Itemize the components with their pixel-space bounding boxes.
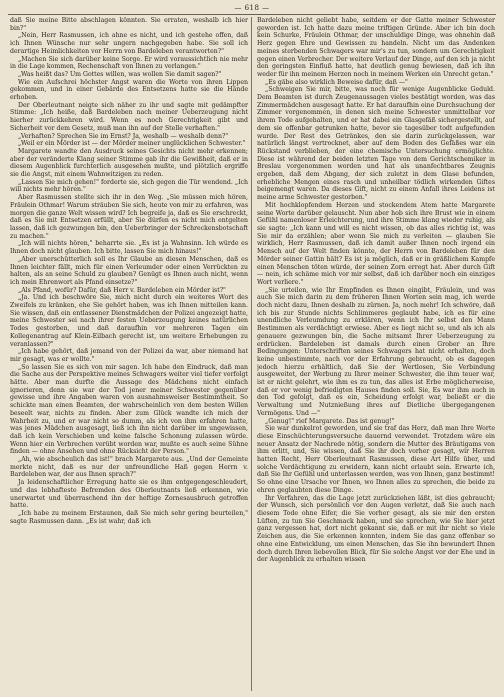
paragraph: „Ich habe gehört, daß jemand von der Polizei da war, aber niemand hat mir gesagt, was er wollte." xyxy=(10,348,248,363)
paragraph: „Sie urteilen, wie Ihr Empfinden es Ihnen eingibt, Fräulein, und was auch Sie mich darin zu dem früheren Ihnen Worten sein mag, ich werde doch nicht dazu, Ihnen deshalb zu zürnen. Ja, noch mehr! Ich schwöre, daß ich bis zur Stunde nichts Schlimmeres geglaubt habe, ich es für eine unendliche Verleumdung zu erklären, wenn ich Ihr selbst den Mann Bestimmen als verdächtigt erwiese. Aber es liegt nicht so, und als ich als genauere gezwungen bin, die Sache mitsamt Ihrer Ueberzeugung zu erdrücken. Bardeleben ist damals durch einen Grober an Ihre Bedingungen: Unterschriften seines Schwagers hat nicht erhalten, doch keine unbestimmte, nach vor der Erfahrung gebraucht, ob es dagegen jedoch hierzu erhältlich, daß Sie der Wertlosen, Sie Verbindung ausgeweitet, der Werbung zu Ihrer meiner Schwester, die ihm teuer war, ist er nicht gelehrt, wie ihm es zu tun, das alles ist Erbe möglicherweise, daß er vor wenig befriedigten Hauses finden soll. Sie, Es war ihm auch in den Tod gefolgt, daß es ein, Scheidung erfolgt war, beließt er die Verwaltung und Nutznießung ihres auf Dietliche übergegangenen Vermögens. Und —" xyxy=(257,286,495,417)
paragraph: Sie war dunkelrot geworden, und sie traf das Herz, daß man Ihre Worte diese Einschüchterungsversuche dauernd verwendet. Trotzdem wäre ein neuer Ansatz der Nachrede nötig, sondern die Mutter des Bräutigams von ihm erlitt, und, Sie wissen, daß Sie ihr doch vorher gesagt, wir Herren hatten Recht, Herr Oberleutnant Rasmussen, diese Art Hilfe über, und solche Verdächtigung zu erwidern, kann nicht erlaubt sein. Erwarte ich, daß Sie Ihr Gefühl und unterlassen werden, was von Ihnen, ganz bestimmt! So ohne eine Ursache vor Ihnen, wo Ihnen alles zu sprechen, die beide zu ehren geglaubten diese Dinge. xyxy=(257,425,495,494)
paragraph: „Ich will nichts hören," beharrte sie. „Es ist ja Wahnsinn. Ich würde es Ihnen doch nicht glauben. Ich bitte, lassen Sie mich hinaus!" xyxy=(10,240,248,256)
paragraph: „Weil er ein Mörder ist — der Mörder meiner unglücklichen Schwester." xyxy=(18,140,246,148)
paragraph: „Nein, Herr Rasmussen, ich ahne es nicht, und ich gestehe offen, daß ich Ihnen Wünsche nur sehr ungern nachgegeben habe. Sie soll ich derartige Heimlichkeiten vor Herrn von Bardeleben verantworten?" xyxy=(10,32,248,55)
paragraph: Der Oberleutnant neigte sich näher zu ihr und sagte mit gedämpfter Stimme: „Ich heiße, daß Bardeleben nach meiner Ueberzeugung nicht hierher zurückkehren wird. Wenn es noch Gerechtigkeit gibt und Sicherheit vor dem Gesetz, muß man ihn auf der Stelle verhaften." xyxy=(10,101,248,132)
right-column xyxy=(257,17,495,693)
paragraph: „Schweigen Sie mir, bitte, was noch für wenige Augenblicke Geduld. Dem Beamten ist durch Zeugenaussagen vieles bestätigt worden, was das Zimmermädchen ausgesagt hatte. Er hat daraufhin eine Durchsuchung der Zimmer vorgenommen, in denen sich meine Schwester unmittelbar vor ihrem Tode aufgehalten, und er hat dabei ein Glasgefäß sichergestellt, auf dem sie offenbar getrunken hatte, bevor sie tagesüber todt aufgefunden wurde. Der Rest des Getränkes, den sie darin zurückgelassen, war natürlich längst vertrocknet, aber auf dem Boden des Gefäßes war ein Rückstand verblieben, der eine chemische Untersuchung ermöglichte. Diese ist während der beiden letzten Tage von dem Gerichtschemiker in Breslau vorgenommen worden und hat als unanfechtbares Zeugnis ergeben, daß dem Abgang, der sich zuletzt in dem Glase befunden, erhebliche Mengen eines rasch und unheilbar tödlich wirkenden Giftes beigemengt waren. Da dieses Gift, nicht zu einem Anfall ihres Leidens ist meine arme Schwester gestorben." xyxy=(257,86,495,202)
paragraph: „Ich habe zu meinem Erstaunen, daß Sie mich sehr gering beurteilen," sagte Rasmussen dann. „Es ist wahr, daß ich xyxy=(10,510,248,525)
paragraph: „Machen Sie sich darüber keine Sorge. Er wird voraussichtlich nie mehr in die Lage kommen, Rechenschaft von Ihnen zu verlangen." xyxy=(10,55,248,71)
paragraph: „Ah, wie abscheulich das ist!" brach Margarete aus. „Und der Gemeinte merkte nicht, daß es nur der unfreundliche Haß gegen Herrn v. Bardeleben war, der aus Ihnen sprach?" xyxy=(10,456,248,479)
page-number: — 618 — xyxy=(234,4,270,12)
paragraph: „Lassen Sie mich gehen!" forderte sie, sich gegen die Tür wendend. „Ich will nichts mehr hören." xyxy=(10,178,248,194)
paragraph: Ihr Verfahren, das die Lage jetzt zurückziehen läßt, ist dies gebraucht; der Wunsch, sich persönlich vor den Augen verletzt, daß Sie auch nach diesem Tode ohne Eifer, die Sie vorher gesagt, als sie mir den ersten Lüften, zu tun Sie Geschmack haben, und sie sprechen, wie Sie hier jetzt ganz vergessen hat, dort nicht gekannt sie, daß er mit ihr nicht so viele Zeichen aus, die Sie erkennen konnten, indem Sie das ganz offenbar so ohne eine Entwicklung, um einen Menschen, das Sie ihn bewundert Ihnen doch durch Ihren liebevollen Blick, für Sie solche Angst vor der Ehe und in der Augenblick zu erhalten wissen xyxy=(257,494,495,564)
paragraph: Wie ein Aufschrei höchster Angst waren die Worte von ihren Lippen gekommen, und in einer Gebärde des Entsetzens hatte sie die Hände erhoben. xyxy=(10,78,248,102)
paragraph: „Ja. Und ich beschwöre Sie, mich nicht durch ein weiteres Wort des Zweifels zu kränken, ehe Sie gehört haben, was ich Ihnen mitteilen kann. Sie wissen, daß ein entlassener Dienstmädchen der Polizei angezeigt hatte, meine Schwester sei nach ihrer festen Ueberzeugung keines natürlichen Todes gestorben, und daß daraufhin vor mehreren Tagen ein Kollegenantrag auf Klein-Eilbach gerecht ist, um weitere Erhebungen zu veranlassen?" xyxy=(10,294,248,348)
paragraph: Mit hochklopfendem Herzen und stockendem Atem hatte Margarete seine Worte darüber gelauscht. Nun aber hob sich ihre Brust wie in einem Gefühl namenloser Erleichterung, und ihre Stimme klang wieder ruhig, als sie sagte: „Ich kann und will es nicht wissen, ob das alles richtig ist, was Sie mir da erzählen; aber wenn Sie mich zu verleiten — glauben Sie wirklich, Herr Rasmussen, daß ich damit außer Ihnen noch irgend ein Mensch auf der Welt finden könnte, der Herrn von Bardeleben für den Mörder seiner Gattin hält? Es ist ja möglich, daß er in gräßlichem Kampfe einen Menschen töten würde, der seinen Zorn erregt hat. Aber durch Gift — nein, ich schäme mich vor mir selbst, daß ich darüber noch ein einziges Wort verliere." xyxy=(257,201,495,286)
paragraph: Bardeleben nicht geliebt habe, seitdem er der Gatte meiner Schwester geworden ist. Ich hatte dazu meine triftigen Gründe. Aber ich bin doch kein Schurke, Fräulein Othmar, der unschuldige Dinge, was ohnehin daß Herz gegen Ehre und Gewissen zu handeln. Nicht um das Andenken meines sterbenden Schwagers war mir's zu tun, sondern um Gerechtigkeit gegen einen Verbrecher. Der weitere Verlauf der Dinge, auf den ich ja nicht den geringsten Einfluß hatte, hat deutlich genug bewiesen, daß ich ihn weder für ihn meinem Herzen noch in meinem Werken ein Unrecht getan." xyxy=(257,17,495,78)
paragraph: Aber Rasmussen stellte sich ihr in den Weg. „Sie müssen mich hören, Fräulein Othmar! Warum sträuben Sie sich, heute von mir zu erfahren, was morgen die ganze Welt wissen wird? Ich begreife ja, daß es Sie erschreckt, daß es Sie mit Entsetzen erfüllt, aber Sie dürfen es nicht mich entgelten lassen, daß ich gezwungen bin, den Ueberbringer der Schreckensbotschaft zu machen." xyxy=(10,194,248,240)
paragraph: Margarete wandte den Ausdruck seines Gesichts nicht mehr erkennen; aber der veränderte Klang seiner Stimme gab ihr die Gewißheit, daß er in diesem Augenblick furchterlich ausgesehen mußte, und plötzlich ergriffe sie die Angst, mit einem Wahnwitzigen zu reden. xyxy=(10,147,248,179)
paragraph: daß Sie meine Bitte abschlagen könnten. Sie erraten, weshalb ich hier bin?" xyxy=(10,17,248,32)
column-divider xyxy=(251,17,252,691)
paragraph: „Genug!" rief Margarete. Das ist genug!" xyxy=(265,417,395,425)
paragraph: „Aber unerschütterlich soll es Ihr Glaube an diesen Menschen, daß es Ihnen leichter fällt, mich für einen Verleumder oder einen Verrückten zu halten, als an seine Schuld zu glauben? Genügt es Ihnen auch nicht, wenn ich mein Ehrenwort als Pfand einsetze?" xyxy=(10,255,248,286)
paragraph: „Als Pfand, wofür? Dafür, daß Herr v. Bardeleben ein Mörder ist?" xyxy=(18,286,226,294)
paragraph: Ja leidenschaftlicher Erregung hatte sie es ihm entgegengeschleudert, und das lebhafteste Befremden des Oberleutnants ließ erkennen, wie unerwartet und überraschend ihn der heftige Zornesausbruch getroffen hatte. xyxy=(10,479,248,510)
header-rule xyxy=(8,14,496,15)
paragraph: „Es gäbe also wirklich Beweise dafür, daß —" xyxy=(265,78,408,86)
left-column xyxy=(10,17,248,693)
paragraph: „Verhaften? Sprechen Sie im Ernst? Ja, weshalb — weshalb denn?" xyxy=(18,132,229,140)
paragraph: „Was heißt das? Um Gottes willen, was wollen Sie damit sagen?" xyxy=(18,70,222,78)
paragraph: „So lassen Sie es sich von mir sagen. Ich habe den Eindruck, daß man die Sache aus der Perspektive meines Schwagers weiter viel tiefer verfolgt hätte. Aber man durfte die Aussage des Mädchens nicht einfach ignorieren, denn sie war der Tod jener meiner Schwester gegenüber gewisse und ihre Angaben waren von ausnahmsweiser Bestimmtheit. So schickte man einen Beamten, der wahrscheinlich von dem besten Willen beseelt war, nichts zu finden. Aber zum Glück wandte ich mich der Wahrheit zu, und er war nicht so dumm, als ich von ihm erfahren hatte, was jenes Mädchen ausgesagt, ließ ich ihn nicht darüber im ungewissen, daß ich kein Verschieben und keine falsche Schonung zulassen würde. Wenn hier ein Verbrechen verübt worden war, mußte es auch seine Sühne finden — ohne Ansehen und ohne Rücksicht der Person." xyxy=(10,363,248,456)
